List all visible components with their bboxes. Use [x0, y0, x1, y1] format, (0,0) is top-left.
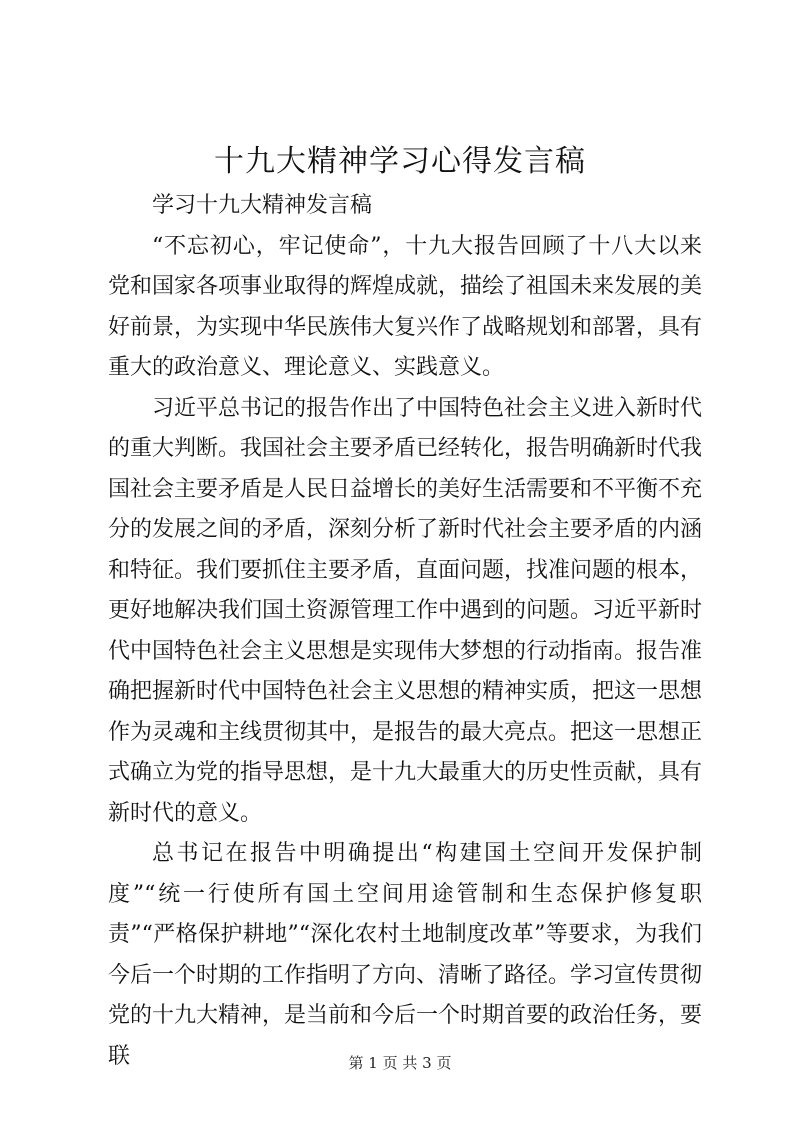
paragraph: 习近平总书记的报告作出了中国特色社会主义进入新时代的重大判断。我国社会主要矛盾已经转化，报告明确新时代我国社会主要矛盾是人民日益增长的美好生活需要和不平衡不充分的发展之间的矛盾，深刻分析了新时代社会主要矛盾的内涵和特征。我们要抓住主要矛盾，直面问题，找准问题的根本，更好地解决我们国土资源管理工作中遇到的问题。习近平新时代中国特色社会主义思想是实现伟大梦想的行动指南。报告准确把握新时代中国特色社会主义思想的精神实质，把这一思想作为灵魂和主线贯彻其中，是报告的最大亮点。把这一思想正式确立为党的指导思想，是十九大最重大的历史性贡献，具有新时代的意义。 — [108, 395, 703, 826]
paragraph-subtitle: 学习十九大精神发言稿 — [152, 193, 373, 218]
paragraph: 总书记在报告中明确提出“构建国土空间开发保护制度”“统一行使所有国土空间用途管制和生态保护修复职责”“严格保护耕地”“深化农村土地制度改革”等要求，为我们今后一个时期的工作指明了方向、清晰了路径。学习宣传贯彻党的十九大精神，是当前和今后一个时期首要的政治任务，要联 — [108, 841, 703, 1069]
paragraph: “不忘初心，牢记使命”，十九大报告回顾了十八大以来党和国家各项事业取得的辉煌成就，描绘了祖国未来发展的美好前景，为实现中华民族伟大复兴作了战略规划和部署，具有重大的政治意义、理论意义、实践意义。 — [108, 233, 703, 380]
page-footer: 第 1 页 共 3 页 — [348, 1054, 452, 1072]
document-title: 十九大精神学习心得发言稿 — [214, 144, 586, 179]
document-body — [108, 186, 702, 1077]
